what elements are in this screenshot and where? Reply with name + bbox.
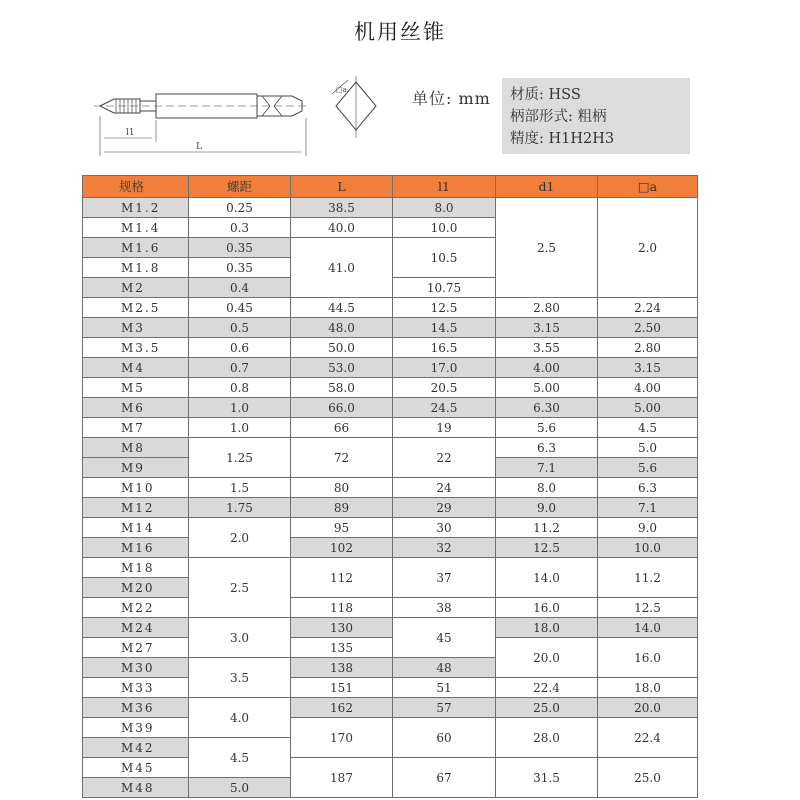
d1-cell: 18.0 <box>496 618 598 638</box>
spec-cell: M4 <box>83 358 189 378</box>
l1-cell: 45 <box>393 618 496 658</box>
l1-cell: 10.75 <box>393 278 496 298</box>
l1-cell: 29 <box>393 498 496 518</box>
spec-cell: M8 <box>83 438 189 458</box>
d1-cell: 3.55 <box>496 338 598 358</box>
square-a-cell: 5.6 <box>598 458 698 478</box>
l1-cell: 8.0 <box>393 198 496 218</box>
spec-cell: M1.4 <box>83 218 189 238</box>
d1-cell: 6.3 <box>496 438 598 458</box>
d1-cell: 25.0 <box>496 698 598 718</box>
pitch-cell: 0.35 <box>189 238 291 258</box>
precision-line: 精度: H1H2H3 <box>510 131 615 147</box>
material-spec-box <box>502 78 690 154</box>
spec-cell: M20 <box>83 578 189 598</box>
l1-cell: 17.0 <box>393 358 496 378</box>
pitch-cell: 5.0 <box>189 778 291 798</box>
pitch-cell: 0.8 <box>189 378 291 398</box>
table-row <box>83 298 698 318</box>
table-row <box>83 398 698 418</box>
d1-cell: 31.5 <box>496 758 598 798</box>
L-cell: 151 <box>291 678 393 698</box>
L-cell: 112 <box>291 558 393 598</box>
l1-cell: 10.5 <box>393 238 496 278</box>
l1-cell: 14.5 <box>393 318 496 338</box>
square-a-cell: 22.4 <box>598 718 698 758</box>
square-a-cell: 5.00 <box>598 398 698 418</box>
spec-cell: M1.8 <box>83 258 189 278</box>
spec-cell: M22 <box>83 598 189 618</box>
tap-diagram <box>92 72 392 162</box>
table-row <box>83 698 698 718</box>
pitch-cell: 1.75 <box>189 498 291 518</box>
spec-cell: M30 <box>83 658 189 678</box>
d1-cell: 5.6 <box>496 418 598 438</box>
header-spec: 规格 <box>83 176 189 198</box>
d1-cell: 11.2 <box>496 518 598 538</box>
L-cell: 72 <box>291 438 393 478</box>
l1-cell: 51 <box>393 678 496 698</box>
pitch-cell: 0.25 <box>189 198 291 218</box>
l1-cell: 37 <box>393 558 496 598</box>
pitch-cell: 1.5 <box>189 478 291 498</box>
pitch-cell: 3.5 <box>189 658 291 698</box>
table-row <box>83 378 698 398</box>
spec-cell: M7 <box>83 418 189 438</box>
square-a-cell: 25.0 <box>598 758 698 798</box>
l1-cell: 57 <box>393 698 496 718</box>
l1-cell: 32 <box>393 538 496 558</box>
table-row <box>83 438 698 458</box>
spec-cell: M9 <box>83 458 189 478</box>
spec-cell: M33 <box>83 678 189 698</box>
L-cell: 135 <box>291 638 393 658</box>
header-pitch: 螺距 <box>189 176 291 198</box>
square-a-cell: 5.0 <box>598 438 698 458</box>
L-cell: 80 <box>291 478 393 498</box>
square-a-cell: 10.0 <box>598 538 698 558</box>
square-a-cell: 16.0 <box>598 638 698 678</box>
square-a-cell: 2.80 <box>598 338 698 358</box>
table-row <box>83 338 698 358</box>
l1-cell: 16.5 <box>393 338 496 358</box>
L-cell: 162 <box>291 698 393 718</box>
spec-cell: M48 <box>83 778 189 798</box>
L-cell: 66.0 <box>291 398 393 418</box>
l1-cell: 19 <box>393 418 496 438</box>
tap-spec-table <box>82 175 698 798</box>
L-cell: 58.0 <box>291 378 393 398</box>
l1-cell: 38 <box>393 598 496 618</box>
l1-cell: 67 <box>393 758 496 798</box>
l1-cell: 22 <box>393 438 496 478</box>
pitch-cell: 0.3 <box>189 218 291 238</box>
square-a-cell: 2.50 <box>598 318 698 338</box>
pitch-cell: 2.5 <box>189 558 291 618</box>
L-cell: 187 <box>291 758 393 798</box>
square-a-cell: 7.1 <box>598 498 698 518</box>
square-a-cell: 3.15 <box>598 358 698 378</box>
l1-cell: 24 <box>393 478 496 498</box>
L-cell: 170 <box>291 718 393 758</box>
material-line: 材质: HSS <box>510 87 581 103</box>
table-row <box>83 718 698 738</box>
spec-cell: M10 <box>83 478 189 498</box>
spec-cell: M45 <box>83 758 189 778</box>
square-a-cell: 12.5 <box>598 598 698 618</box>
table-row <box>83 198 698 218</box>
square-a-cell: 2.0 <box>598 198 698 298</box>
spec-cell: M14 <box>83 518 189 538</box>
L-cell: 118 <box>291 598 393 618</box>
spec-cell: M36 <box>83 698 189 718</box>
label-l1: l1 <box>126 128 135 138</box>
spec-cell: M2 <box>83 278 189 298</box>
square-a-cell: 18.0 <box>598 678 698 698</box>
spec-cell: M18 <box>83 558 189 578</box>
pitch-cell: 0.5 <box>189 318 291 338</box>
L-cell: 130 <box>291 618 393 638</box>
l1-cell: 60 <box>393 718 496 758</box>
l1-cell: 12.5 <box>393 298 496 318</box>
spec-cell: M1.2 <box>83 198 189 218</box>
spec-cell: M42 <box>83 738 189 758</box>
d1-cell: 2.5 <box>496 198 598 298</box>
spec-cell: M5 <box>83 378 189 398</box>
spec-cell: M2.5 <box>83 298 189 318</box>
table-row <box>83 758 698 778</box>
L-cell: 102 <box>291 538 393 558</box>
d1-cell: 7.1 <box>496 458 598 478</box>
spec-cell: M3 <box>83 318 189 338</box>
L-cell: 138 <box>291 658 393 678</box>
square-a-cell: 14.0 <box>598 618 698 638</box>
table-row <box>83 678 698 698</box>
table-row <box>83 418 698 438</box>
square-a-cell: 20.0 <box>598 698 698 718</box>
table-row <box>83 498 698 518</box>
square-a-cell: 6.3 <box>598 478 698 498</box>
pitch-cell: 4.5 <box>189 738 291 778</box>
d1-cell: 14.0 <box>496 558 598 598</box>
square-a-cell: 4.00 <box>598 378 698 398</box>
pitch-cell: 0.45 <box>189 298 291 318</box>
L-cell: 66 <box>291 418 393 438</box>
square-a-cell: 2.24 <box>598 298 698 318</box>
spec-cell: M24 <box>83 618 189 638</box>
pitch-cell: 0.7 <box>189 358 291 378</box>
d1-cell: 4.00 <box>496 358 598 378</box>
spec-cell: M16 <box>83 538 189 558</box>
pitch-cell: 0.6 <box>189 338 291 358</box>
pitch-cell: 3.0 <box>189 618 291 658</box>
L-cell: 40.0 <box>291 218 393 238</box>
d1-cell: 16.0 <box>496 598 598 618</box>
header-d1: d1 <box>496 176 598 198</box>
spec-cell: M3.5 <box>83 338 189 358</box>
pitch-cell: 1.25 <box>189 438 291 478</box>
label-square-a: □a <box>336 86 347 94</box>
table-row <box>83 358 698 378</box>
spec-cell: M39 <box>83 718 189 738</box>
d1-cell: 6.30 <box>496 398 598 418</box>
header-L: L <box>291 176 393 198</box>
header-l1: l1 <box>393 176 496 198</box>
table-row <box>83 618 698 638</box>
d1-cell: 5.00 <box>496 378 598 398</box>
page-title: 机用丝锥 <box>354 20 446 44</box>
table-row <box>83 558 698 578</box>
L-cell: 50.0 <box>291 338 393 358</box>
spec-cell: M1.6 <box>83 238 189 258</box>
table-row <box>83 598 698 618</box>
table-row <box>83 518 698 538</box>
header-square-a: □a <box>598 176 698 198</box>
L-cell: 95 <box>291 518 393 538</box>
L-cell: 89 <box>291 498 393 518</box>
square-a-cell: 9.0 <box>598 518 698 538</box>
square-a-cell: 11.2 <box>598 558 698 598</box>
l1-cell: 24.5 <box>393 398 496 418</box>
L-cell: 48.0 <box>291 318 393 338</box>
l1-cell: 20.5 <box>393 378 496 398</box>
pitch-cell: 0.35 <box>189 258 291 278</box>
table-row <box>83 638 698 658</box>
L-cell: 44.5 <box>291 298 393 318</box>
table-row <box>83 318 698 338</box>
unit-label: 单位: mm <box>412 89 491 108</box>
table-row <box>83 538 698 558</box>
d1-cell: 2.80 <box>496 298 598 318</box>
l1-cell: 30 <box>393 518 496 538</box>
pitch-cell: 4.0 <box>189 698 291 738</box>
pitch-cell: 2.0 <box>189 518 291 558</box>
d1-cell: 12.5 <box>496 538 598 558</box>
d1-cell: 8.0 <box>496 478 598 498</box>
pitch-cell: 0.4 <box>189 278 291 298</box>
L-cell: 41.0 <box>291 238 393 298</box>
d1-cell: 3.15 <box>496 318 598 338</box>
pitch-cell: 1.0 <box>189 398 291 418</box>
d1-cell: 28.0 <box>496 718 598 758</box>
pitch-cell: 1.0 <box>189 418 291 438</box>
d1-cell: 22.4 <box>496 678 598 698</box>
d1-cell: 9.0 <box>496 498 598 518</box>
spec-cell: M6 <box>83 398 189 418</box>
L-cell: 38.5 <box>291 198 393 218</box>
L-cell: 53.0 <box>291 358 393 378</box>
spec-cell: M27 <box>83 638 189 658</box>
table-row <box>83 478 698 498</box>
spec-cell: M12 <box>83 498 189 518</box>
l1-cell: 48 <box>393 658 496 678</box>
square-a-cell: 4.5 <box>598 418 698 438</box>
table-header-row <box>83 176 698 198</box>
label-L: L <box>196 142 202 152</box>
d1-cell: 20.0 <box>496 638 598 678</box>
shank-line: 柄部形式: 粗柄 <box>510 109 607 125</box>
l1-cell: 10.0 <box>393 218 496 238</box>
